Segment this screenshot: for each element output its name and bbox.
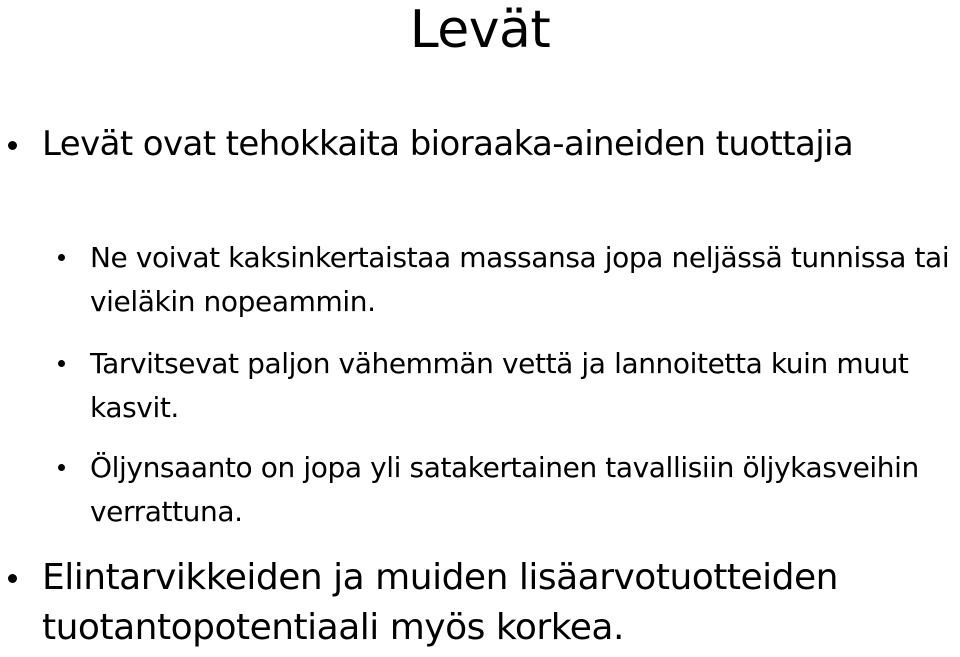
bullet-text: Elintarvikkeiden ja muiden lisäarvotuotteiden tuotantopotentiaali myös korkea. — [42, 557, 838, 648]
bullet-dot-icon — [58, 360, 65, 367]
bullet-text: Tarvitsevat paljon vähemmän vettä ja lannoitetta kuin muut kasvit. — [90, 347, 909, 424]
slide-title: Levät — [409, 0, 551, 60]
bullet-dot-icon — [8, 574, 17, 583]
bullet-dot-icon — [58, 464, 65, 471]
sub-bullet-item-growth — [90, 236, 955, 324]
bullet-text: Ne voivat kaksinkertaistaa massansa jopa neljässä tunnissa tai vieläkin nopeammin. — [90, 241, 950, 318]
bullet-text: Öljynsaanto on jopa yli satakertainen tavallisiin öljykasveihin verrattuna. — [90, 451, 919, 528]
sub-bullet-item-water — [90, 342, 955, 430]
bullet-dot-icon — [58, 254, 65, 261]
bullet-dot-icon — [8, 141, 17, 150]
bullet-text: Levät ovat tehokkaita bioraaka-aineiden tuottajia — [42, 124, 854, 164]
bullet-item-food-potential — [42, 553, 957, 653]
bullet-item-algae-producers — [42, 120, 942, 169]
sub-bullet-item-oil-yield — [90, 446, 955, 534]
